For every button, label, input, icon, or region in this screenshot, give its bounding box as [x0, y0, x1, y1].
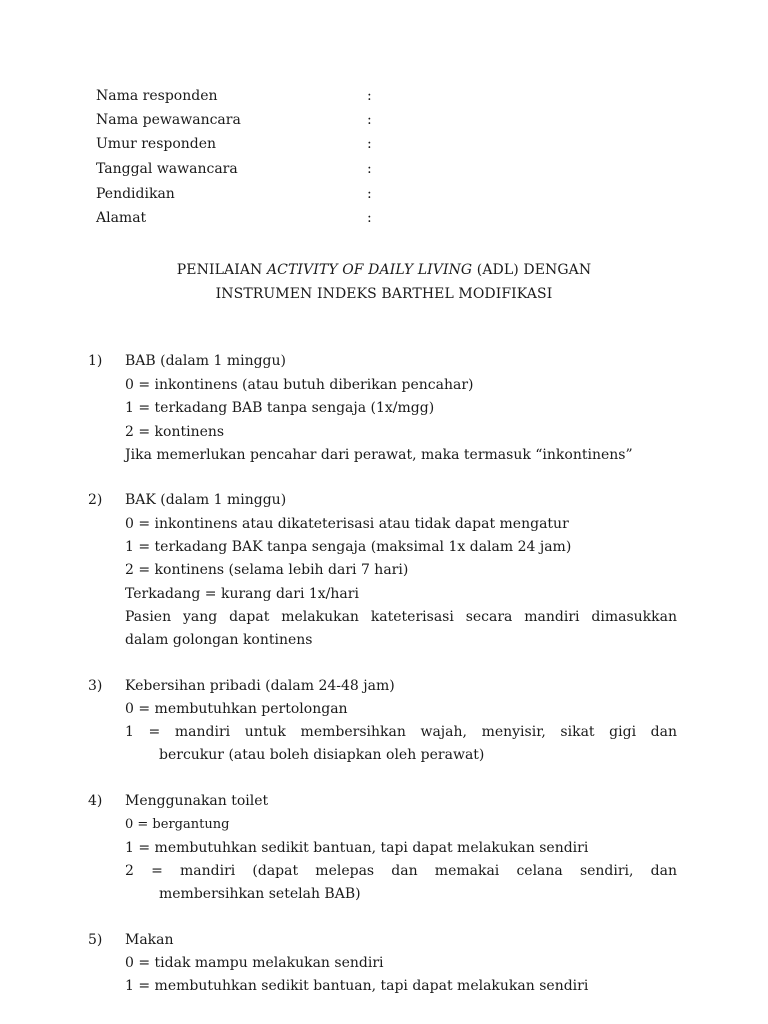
item-line: 0 = inkontinens (atau butuh diberikan pencahar)	[125, 377, 474, 393]
item-title: BAB (dalam 1 minggu)	[125, 353, 286, 369]
item-line: membersihkan setelah BAB)	[159, 886, 361, 902]
item-line: 2 = mandiri (dapat melepas dan memakai celana sendiri, dan	[125, 863, 677, 879]
item-line: Jika memerlukan pencahar dari perawat, maka termasuk “inkontinens”	[125, 447, 633, 463]
page-title-line-2: INSTRUMEN INDEKS BARTHEL MODIFIKASI	[215, 286, 553, 302]
field-label: Nama responden	[96, 88, 218, 104]
item-number: 4)	[88, 793, 103, 809]
title-italic: ACTIVITY OF DAILY LIVING	[266, 262, 473, 278]
page-title-line-1	[0, 259, 768, 281]
item-line: dalam golongan kontinens	[125, 632, 313, 648]
item-line: Terkadang = kurang dari 1x/hari	[125, 586, 359, 602]
item-number: 3)	[88, 678, 103, 694]
field-label: Nama pewawancara	[96, 112, 241, 128]
item-line: 0 = inkontinens atau dikateterisasi atau tidak dapat mengatur	[125, 516, 569, 532]
field-label: Alamat	[96, 210, 147, 226]
field-label: Pendidikan	[96, 186, 175, 202]
field-colon: :	[367, 210, 372, 226]
field-label: Umur responden	[96, 136, 217, 152]
item-line: 0 = membutuhkan pertolongan	[125, 701, 348, 717]
field-label: Tanggal wawancara	[96, 161, 238, 177]
item-number: 2)	[88, 492, 103, 508]
item-line: 1 = mandiri untuk membersihkan wajah, menyisir, sikat gigi dan	[125, 724, 677, 740]
item-title: BAK (dalam 1 minggu)	[125, 492, 287, 508]
field-colon: :	[367, 186, 372, 202]
field-colon: :	[367, 112, 372, 128]
item-number: 5)	[88, 932, 103, 948]
item-line: 1 = membutuhkan sedikit bantuan, tapi dapat melakukan sendiri	[125, 978, 589, 994]
field-colon: :	[367, 88, 372, 104]
item-line: 2 = kontinens (selama lebih dari 7 hari)	[125, 562, 409, 578]
item-line: 2 = kontinens	[125, 424, 225, 440]
field-colon: :	[367, 136, 372, 152]
title-prefix: PENILAIAN	[176, 262, 267, 278]
item-line: 1 = terkadang BAB tanpa sengaja (1x/mgg)	[125, 400, 435, 416]
item-title: Makan	[125, 932, 174, 948]
item-title: Menggunakan toilet	[125, 793, 269, 809]
title-suffix: (ADL) DENGAN	[472, 262, 592, 278]
field-colon: :	[367, 161, 372, 177]
item-line: 0 = tidak mampu melakukan sendiri	[125, 955, 384, 971]
item-line: 1 = terkadang BAK tanpa sengaja (maksimal 1x dalam 24 jam)	[125, 539, 572, 555]
item-line: 0 = bergantung	[125, 817, 230, 832]
item-title: Kebersihan pribadi (dalam 24-48 jam)	[125, 678, 395, 694]
item-line: Pasien yang dapat melakukan kateterisasi secara mandiri dimasukkan	[125, 609, 677, 625]
item-number: 1)	[88, 353, 103, 369]
item-line: 1 = membutuhkan sedikit bantuan, tapi dapat melakukan sendiri	[125, 840, 589, 856]
item-line: bercukur (atau boleh disiapkan oleh perawat)	[159, 747, 485, 763]
